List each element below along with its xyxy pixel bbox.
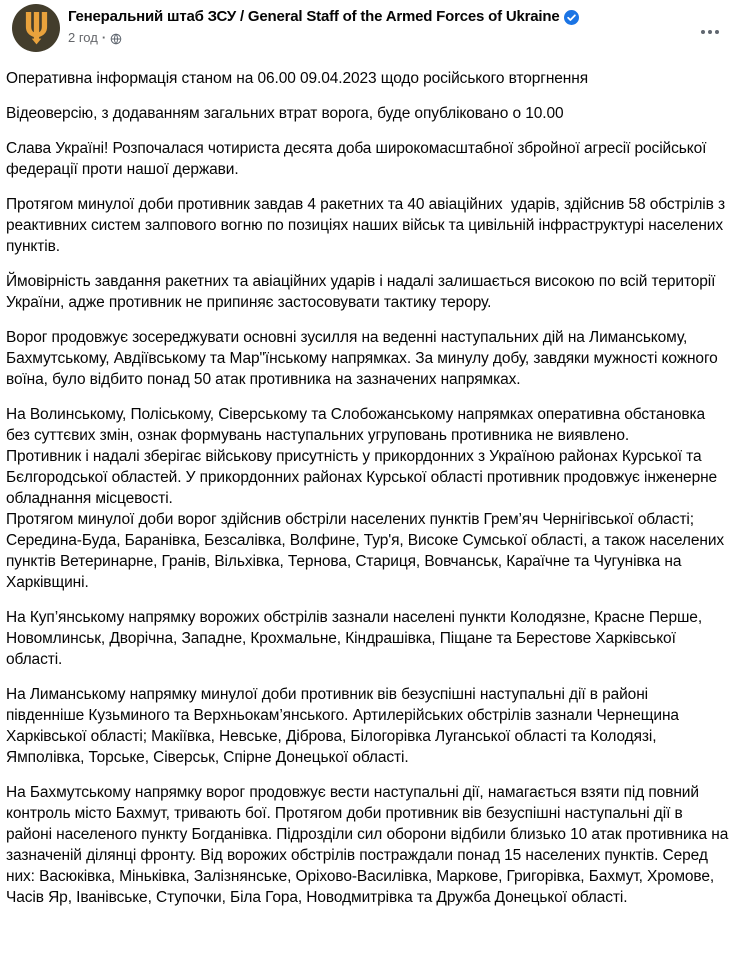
verified-badge-icon xyxy=(564,10,579,25)
post-meta xyxy=(68,30,680,46)
meta-separator: · xyxy=(101,30,107,45)
page-name-link[interactable]: Генеральний штаб ЗСУ / General Staff of the Armed Forces of Ukraine xyxy=(68,8,560,25)
post-paragraph: На Лиманському напрямку минулої доби противник вів безуспішні наступальні дії в районі південніше Кузьминого та Верхньокам’янського. Артилерійських обстрілів зазнали Чернещина Харківської області; Макіївка, Невське, Діброва, Білогорівка Луганської області та Колодязі, Ямполівка, Торське, Сіверськ, Спірне Донецької області. xyxy=(6,686,684,766)
post-header xyxy=(0,0,740,62)
post-paragraph: На Куп’янському напрямку ворожих обстрілів зазнали населені пункти Колодязне, Красне Перше, Новомлинськ, Дворічна, Западне, Крохмальне, Кіндрашівка, Піщане та Берестове Харківської області. xyxy=(6,609,707,668)
globe-public-icon xyxy=(110,33,122,45)
timestamp[interactable]: 2 год xyxy=(68,30,98,45)
post-paragraph: Ймовірність завдання ракетних та авіаційних ударів і надалі залишається високою по всій території України, адже противник не припиняє застосовувати тактику терору. xyxy=(6,273,720,311)
post-paragraph: На Бахмутському напрямку ворог продовжує вести наступальні дії, намагається взяти під повний контроль місто Бахмут, тривають бої. Протягом доби противник вів безуспішні наступальні дії в районі населеного пункту Богданівка. Підрозділи сил оборони відбили близько 10 атак противника на зазначеній ділянці фронту. Від ворожих обстрілів постраждали понад 15 населених пунктів. Серед них: Васюківка, Міньківка, Залізнянське, Оріхово-Василівка, Маркове, Григорівка, Бахмут, Хромове, Часів Яр, Іванівське, Ступочки, Біла Гора, Новодмитрівка та Дружба Донецької області. xyxy=(6,784,733,906)
post-options-button[interactable] xyxy=(694,20,726,44)
post-paragraph: Противник і надалі зберігає військову присутність у прикордонних з Україною районах Курської та Бєлгородської областей. У прикордонних районах Курської області противник продовжує інженерне обладнання місцевості. xyxy=(6,448,722,507)
post-body xyxy=(0,62,740,908)
post-paragraph: Слава Україні! Розпочалася чотириста десята доба широкомасштабної збройної агресії російської федерації проти нашої держави. xyxy=(6,140,711,178)
post-paragraph: Протягом минулої доби противник завдав 4 ракетних та 40 авіаційних ударів, здійснив 58 обстрілів з реактивних систем залпового вогню по позиціях наших військ та цивільній інфраструктурі населених пунктів. xyxy=(6,196,730,255)
ellipsis-icon xyxy=(715,30,719,34)
post-paragraph: Оперативна інформація станом на 06.00 09.04.2023 щодо російського вторгнення xyxy=(6,70,589,87)
avatar[interactable] xyxy=(12,4,60,52)
page-name-row xyxy=(68,7,680,27)
post-paragraph: Відеоверсію, з додаванням загальних втрат ворога, буде опубліковано о 10.00 xyxy=(6,105,564,122)
ukraine-trident-icon xyxy=(23,11,50,46)
ellipsis-icon xyxy=(701,30,705,34)
post-header-text xyxy=(68,7,680,46)
post-paragraph: На Волинському, Поліському, Сіверському та Слобожанському напрямках оперативна обстановка без суттєвих змін, ознак формувань наступальних угруповань противника не виявлено. xyxy=(6,406,710,444)
ellipsis-icon xyxy=(708,30,712,34)
post-paragraph: Ворог продовжує зосереджувати основні зусилля на веденні наступальних дій на Лиманському, Бахмутському, Авдіївському та Мар"їнському напрямках. За минулу добу, завдяки мужності кожного воїна, було відбито понад 50 атак противника на зазначених напрямках. xyxy=(6,329,722,388)
post-paragraph: Протягом минулої доби ворог здійснив обстріли населених пунктів Грем’яч Чернігівської області; Середина-Буда, Баранівка, Безсалівка, Волфине, Тур'я, Високе Сумської області, а також населених пунктів Ветеринарне, Гранів, Вільхівка, Тернова, Стариця, Вовчанськ, Караїчне та Чугунівка на Харківщині. xyxy=(6,511,729,591)
